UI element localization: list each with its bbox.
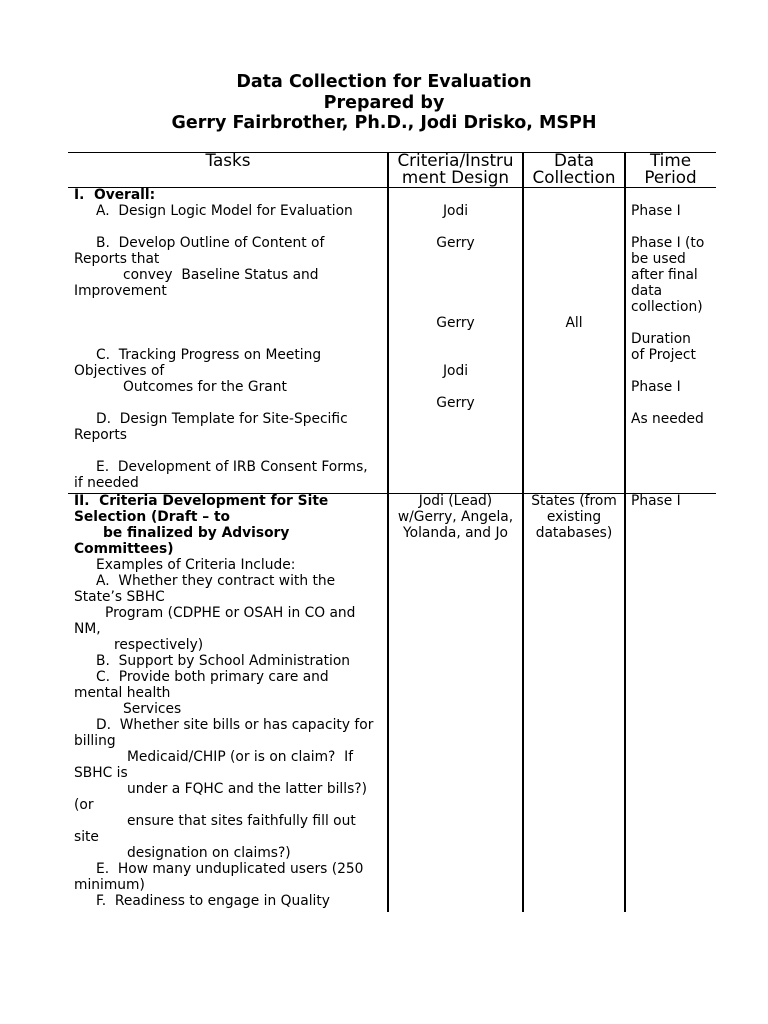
data-collection-line: databases) (535, 525, 613, 541)
header-label-line: Time (649, 150, 692, 170)
criteria-development-tasks-cell (68, 493, 388, 909)
evaluation-table (68, 152, 716, 912)
header-criteria-instrument-design (388, 152, 523, 186)
header-label-line: Collection (532, 167, 616, 187)
section-heading: be finalized by Advisory (103, 525, 290, 541)
time-period-line: of Project (631, 347, 696, 363)
time-period-line: Phase I (631, 203, 681, 219)
criteria-line: Gerry (436, 235, 475, 251)
overall-data-collection-cell (523, 187, 625, 331)
task-item-continuation: Reports (74, 427, 127, 443)
task-item: D. Whether site bills or has capacity for (96, 717, 374, 733)
data-collection-line: States (from (531, 493, 617, 509)
task-item: B. Develop Outline of Content of (96, 235, 325, 251)
document-title: Data Collection for Evaluation (236, 72, 532, 92)
task-item-continuation: designation on claims?) (127, 845, 291, 861)
task-item-continuation: minimum) (74, 877, 145, 893)
task-item: B. Support by School Administration (96, 653, 351, 669)
task-item: E. Development of IRB Consent Forms, (96, 459, 368, 475)
task-item-continuation: under a FQHC and the latter bills?) (127, 781, 367, 797)
task-item-continuation: (or (74, 797, 94, 813)
data-collection-line: All (565, 315, 583, 331)
header-label-line: Criteria/Instru (397, 150, 514, 170)
section-heading: I. Overall: (74, 187, 156, 203)
time-period-line: As needed (631, 411, 704, 427)
criteria-line: Gerry (436, 395, 475, 411)
task-item: F. Readiness to engage in Quality (96, 893, 330, 909)
task-item-continuation: Objectives of (74, 363, 165, 379)
document-authors: Gerry Fairbrother, Ph.D., Jodi Drisko, MSPH (171, 113, 597, 133)
task-item-continuation: convey Baseline Status and (123, 267, 319, 283)
task-item-continuation: Program (CDPHE or OSAH in CO and (105, 605, 356, 621)
header-tasks (68, 152, 388, 169)
task-intro: Examples of Criteria Include: (96, 557, 296, 573)
task-item-continuation: if needed (74, 475, 139, 491)
header-data-collection (523, 152, 625, 186)
task-item-continuation: Medicaid/CHIP (or is on claim? If (127, 749, 354, 765)
task-item: A. Design Logic Model for Evaluation (96, 203, 353, 219)
criteria-line: Jodi (442, 363, 469, 379)
document-title-block (0, 72, 768, 134)
header-time-period (625, 152, 716, 186)
task-item-continuation: ensure that sites faithfully fill out (127, 813, 356, 829)
task-item: D. Design Template for Site-Specific (96, 411, 348, 427)
overall-tasks-cell (68, 187, 388, 491)
criteria-development-criteria-cell (388, 493, 523, 541)
time-period-line: data (631, 283, 663, 299)
section-heading: II. Criteria Development for Site (74, 493, 329, 509)
overall-criteria-cell (388, 187, 523, 411)
criteria-line: Yolanda, and Jo (403, 525, 508, 541)
header-label-line: Period (644, 167, 697, 187)
time-period-line: be used (631, 251, 686, 267)
criteria-development-data-collection-cell (523, 493, 625, 541)
task-item-continuation: mental health (74, 685, 171, 701)
task-item-continuation: State’s SBHC (74, 589, 165, 605)
task-item-continuation: respectively) (114, 637, 204, 653)
time-period-line: collection) (631, 299, 703, 315)
header-tasks-label: Tasks (205, 150, 251, 170)
task-item: E. How many unduplicated users (250 (96, 861, 364, 877)
task-item-continuation: Outcomes for the Grant (123, 379, 287, 395)
task-item-continuation: SBHC is (74, 765, 128, 781)
prepared-by-label: Prepared by (323, 92, 445, 113)
task-item-continuation: Improvement (74, 283, 167, 299)
task-item: C. Provide both primary care and (96, 669, 329, 685)
criteria-line: Jodi (442, 203, 469, 219)
header-label-line: ment Design (401, 167, 510, 187)
time-period-line: Phase I (631, 493, 681, 509)
task-item: A. Whether they contract with the (96, 573, 336, 589)
criteria-line: Gerry (436, 315, 475, 331)
data-collection-line: existing (546, 509, 602, 525)
task-item: C. Tracking Progress on Meeting (96, 347, 322, 363)
criteria-development-time-period-cell (625, 493, 716, 509)
task-item-continuation: billing (74, 733, 116, 749)
section-heading: Selection (Draft – to (74, 509, 231, 525)
time-period-line: Phase I (to (631, 235, 705, 251)
time-period-line: after final (631, 267, 698, 283)
time-period-line: Phase I (631, 379, 681, 395)
section-heading: Committees) (74, 541, 174, 557)
criteria-line: Jodi (Lead) (418, 493, 493, 509)
task-item-continuation: Services (123, 701, 182, 717)
task-item-continuation: NM, (74, 621, 101, 637)
overall-time-period-cell (625, 187, 716, 427)
task-item-continuation: Reports that (74, 251, 160, 267)
criteria-line: w/Gerry, Angela, (397, 509, 514, 525)
time-period-line: Duration (631, 331, 691, 347)
header-label-line: Data (553, 150, 595, 170)
task-item-continuation: site (74, 829, 99, 845)
